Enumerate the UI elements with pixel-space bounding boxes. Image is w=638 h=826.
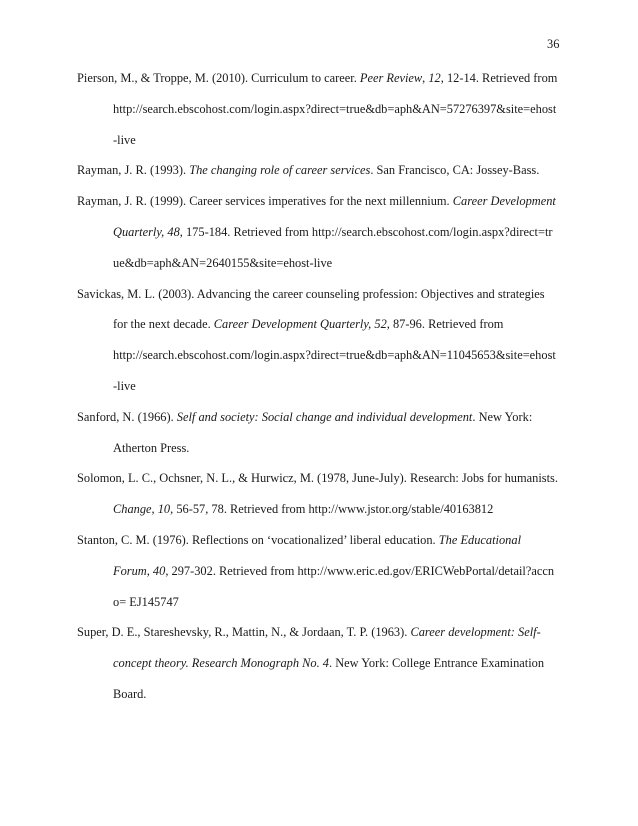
reference-entry-continuation bbox=[113, 594, 179, 610]
reference-entry-continuation bbox=[113, 686, 146, 702]
reference-text: Pierson, M., & Troppe, M. (2010). Curriculum to career. bbox=[77, 71, 360, 85]
italic-text: Change, 10, bbox=[113, 502, 174, 517]
italic-text: Career Development bbox=[452, 194, 556, 209]
reference-entry-start bbox=[77, 532, 521, 548]
italic-text: 12 bbox=[428, 71, 441, 85]
reference-entry-continuation bbox=[113, 316, 503, 332]
reference-entry-start bbox=[77, 162, 539, 178]
reference-text: http://search.ebscohost.com/login.aspx?direct=true&db=aph&AN=57276397&site=ehost bbox=[113, 101, 557, 116]
reference-text: Solomon, L. C., Ochsner, N. L., & Hurwicz, M. (1978, June-July). Research: Jobs for humanists. bbox=[77, 471, 558, 486]
italic-text: Career development: Self- bbox=[410, 625, 541, 640]
reference-entry-continuation bbox=[113, 563, 554, 579]
reference-entry-start bbox=[77, 286, 545, 302]
reference-entry-start bbox=[77, 624, 541, 640]
italic-text: Self and society: Social change and individual development bbox=[176, 409, 473, 424]
reference-text: o= EJ145747 bbox=[113, 594, 179, 609]
reference-text: 56-57, 78. Retrieved from http://www.jstor.org/stable/40163812 bbox=[173, 502, 494, 517]
reference-entry-continuation bbox=[113, 501, 493, 517]
reference-text: , 297-302. Retrieved from http://www.eric.ed.gov/ERICWebPortal/detail?accn bbox=[165, 563, 555, 578]
reference-entry-start bbox=[77, 470, 558, 486]
reference-text: 87-96. Retrieved from bbox=[389, 317, 504, 332]
reference-text: Rayman, J. R. (1999). Career services imperatives for the next millennium. bbox=[77, 194, 453, 209]
reference-text: Rayman, J. R. (1993). bbox=[77, 163, 190, 178]
italic-text: Peer Review bbox=[359, 71, 423, 85]
reference-text: . New York: College Entrance Examination bbox=[329, 656, 545, 671]
reference-text: . New York: bbox=[472, 409, 533, 424]
reference-entry-continuation bbox=[113, 224, 553, 240]
reference-entry-start bbox=[77, 409, 532, 425]
reference-text: Board. bbox=[113, 687, 147, 701]
reference-text: Stanton, C. M. (1976). Reflections on ‘vocationalized’ liberal education. bbox=[77, 533, 439, 547]
reference-entry-start bbox=[77, 70, 557, 86]
reference-text: http://search.ebscohost.com/login.aspx?direct=true&db=aph&AN=11045653&site=ehost bbox=[113, 348, 556, 363]
reference-text: , 175-184. Retrieved from http://search.ebscohost.com/login.aspx?direct=tr bbox=[179, 225, 553, 239]
italic-text: Quarterly, 48 bbox=[113, 225, 180, 239]
reference-text: Atherton Press. bbox=[113, 440, 190, 455]
reference-entry-continuation bbox=[113, 378, 136, 394]
italic-text: Career Development Quarterly, 52, bbox=[213, 317, 390, 332]
reference-entry-continuation bbox=[113, 255, 332, 271]
italic-text: Forum, 40 bbox=[113, 563, 166, 578]
italic-text: The Educational bbox=[438, 533, 522, 547]
reference-entry-start bbox=[77, 193, 556, 209]
reference-entry-continuation bbox=[113, 440, 189, 456]
reference-text: . San Francisco, CA: Jossey-Bass. bbox=[370, 163, 540, 178]
italic-text: The changing role of career services bbox=[189, 163, 371, 178]
reference-text: -live bbox=[113, 132, 136, 147]
reference-text: Savickas, M. L. (2003). Advancing the career counseling profession: Objectives and strategies bbox=[77, 286, 545, 301]
reference-text: ue&db=aph&AN=2640155&site=ehost-live bbox=[113, 255, 333, 270]
reference-entry-continuation bbox=[113, 655, 544, 671]
reference-entry-continuation bbox=[113, 347, 556, 363]
italic-text: concept theory. Research Monograph No. 4 bbox=[113, 656, 329, 671]
reference-text: , 12-14. Retrieved from bbox=[440, 71, 558, 85]
reference-entry-continuation bbox=[113, 132, 136, 148]
reference-text: for the next decade. bbox=[113, 317, 214, 332]
reference-text: Super, D. E., Stareshevsky, R., Mattin, N., & Jordaan, T. P. (1963). bbox=[77, 625, 411, 640]
reference-text: Sanford, N. (1966). bbox=[77, 409, 177, 424]
reference-text: -live bbox=[113, 379, 136, 393]
reference-text: , bbox=[422, 71, 429, 85]
reference-entry-continuation bbox=[113, 101, 556, 117]
page-number: 36 bbox=[547, 37, 560, 51]
